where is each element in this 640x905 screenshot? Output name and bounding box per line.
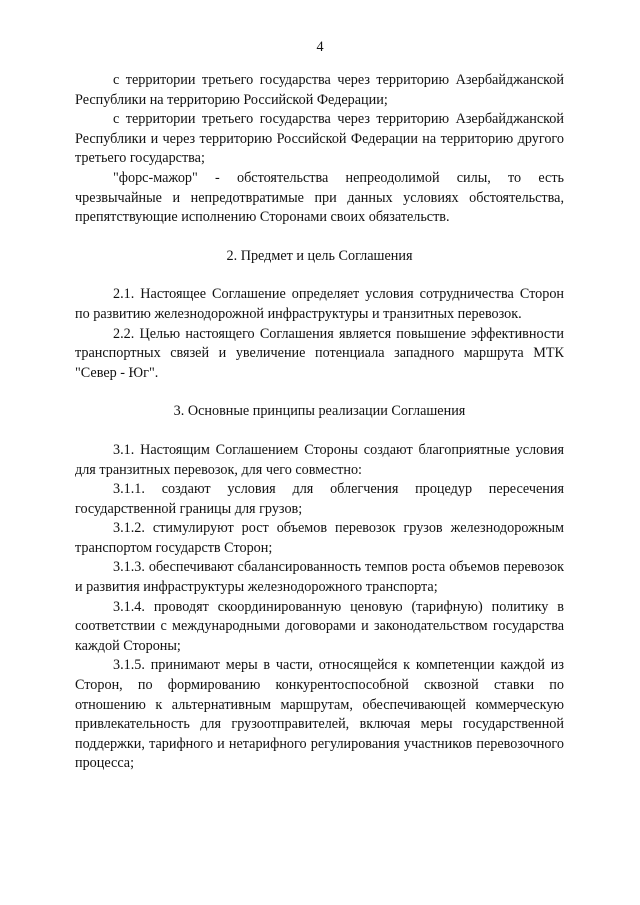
- intro-paragraph-2: с территории третьего государства через территорию Азербайджанской Республики и через территорию Российской Федерации на территорию другого третьего государства;: [75, 111, 564, 167]
- spacer: [75, 383, 564, 402]
- section-2-paragraph-2: 2.2. Целью настоящего Соглашения является повышение эффективности транспортных связей и увеличение потенциала западного маршрута МТК "Север - Юг".: [75, 325, 564, 381]
- spacer: [75, 228, 564, 247]
- section-3-heading: 3. Основные принципы реализации Соглашения: [173, 403, 466, 420]
- spacer: [75, 266, 564, 285]
- section-3-paragraph-5: 3.1.4. проводят скоординированную ценовую (тарифную) политику в соответствии с международными договорами и законодательством государства каждой Стороны;: [75, 598, 564, 654]
- spacer: [75, 422, 564, 441]
- section-2-paragraph-1: 2.1. Настоящее Соглашение определяет условия сотрудничества Сторон по развитию железнодорожной инфраструктуры и транзитных перевозок.: [75, 286, 564, 322]
- section-2-heading: 2. Предмет и цель Соглашения: [226, 247, 413, 264]
- section-3-paragraph-6: 3.1.5. принимают меры в части, относящейся к компетенции каждой из Сторон, по формированию конкурентоспособной сквозной ставки по отношению к альтернативным маршрутам, обеспечивающей коммерческую привлекательность для грузоотправителей, включая меры государственной поддержки, тарифного и нетарифного регулирования участников перевозочного процесса;: [75, 657, 564, 772]
- section-3-paragraph-3: 3.1.2. стимулируют рост объемов перевозок грузов железнодорожным транспортом государств Сторон;: [75, 520, 564, 556]
- intro-paragraph-3: "форс-мажор" - обстоятельства непреодолимой силы, то есть чрезвычайные и непредотвратимые при данных условиях обстоятельства, препятствующие исполнению Сторонами своих обязательств.: [75, 169, 564, 226]
- section-3-paragraph-4: 3.1.3. обеспечивают сбалансированность темпов роста объемов перевозок и развития инфраструктуры железнодорожного транспорта;: [75, 559, 564, 596]
- page-number: 4: [316, 39, 324, 55]
- section-3-paragraph-2: 3.1.1. создают условия для облегчения процедур пересечения государственной границы для грузов;: [75, 481, 564, 517]
- intro-paragraph-1: с территории третьего государства через территорию Азербайджанской Республики на территорию Российской Федерации;: [75, 72, 564, 108]
- section-3-paragraph-1: 3.1. Настоящим Соглашением Стороны создают благоприятные условия для транзитных перевозок, для чего совместно:: [75, 441, 564, 478]
- document-body: [75, 71, 564, 774]
